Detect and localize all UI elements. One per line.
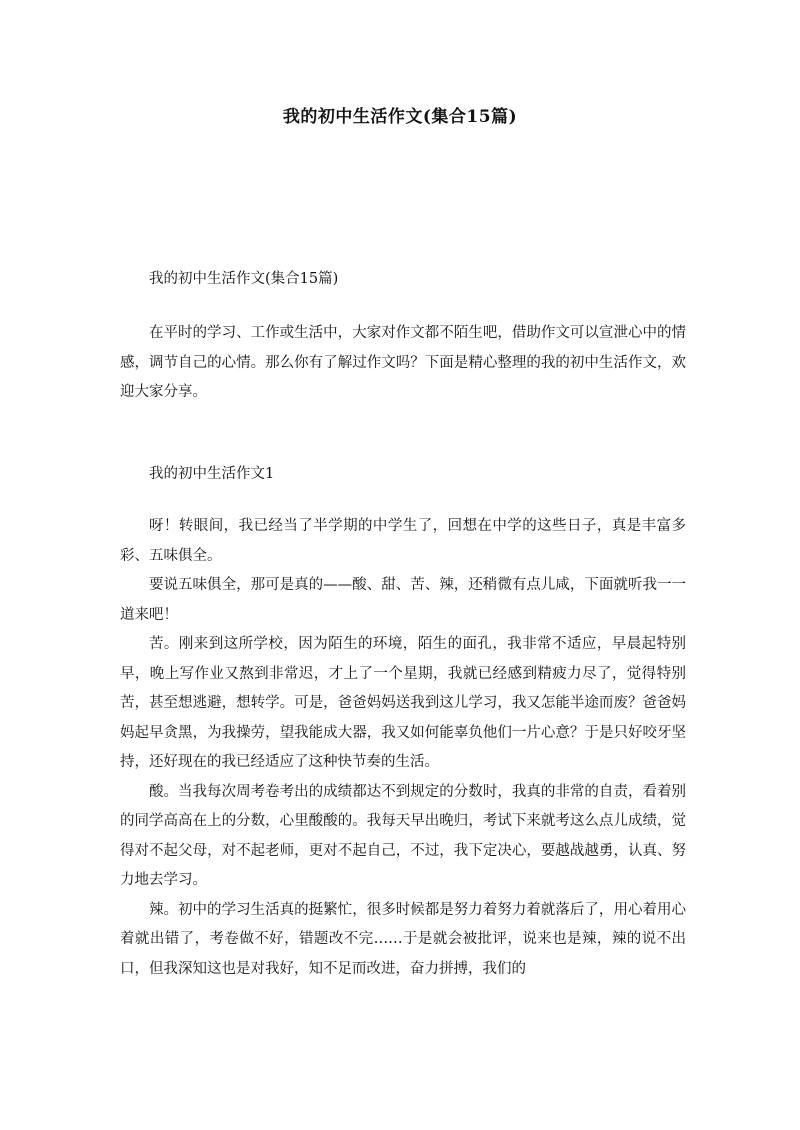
section-heading-text: 我的初中生活作文1 (149, 466, 275, 482)
document-title: 我的初中生活作文(集合15篇) (282, 107, 518, 127)
document-subtitle (120, 265, 686, 295)
essay-body (120, 512, 686, 984)
essay-paragraph: 酸。当我每次周考卷考出的成绩都达不到规定的分数时，我真的非常的自责，看着别的同学高高在上的分数，心里酸酸的。我每天早出晚归，考试下来就考这么点儿成绩，觉得对不起父母，对不起老师，更对不起自己，不过，我下定决心，要越战越勇，认真、努力地去学习。 (120, 783, 686, 888)
essay-paragraph: 苦。刚来到这所学校，因为陌生的环境，陌生的面孔，我非常不适应，早晨起特别早，晚上写作业又熬到非常迟，才上了一个星期，我就已经感到精疲力尽了，觉得特别苦，甚至想逃避，想转学。可是，爸爸妈妈送我到这儿学习，我又怎能半途而废？爸爸妈妈起早贪黑，为我操劳，望我能成大器，我又如何能辜负他们一片心意？于是只好咬牙坚持，还好现在的我已经适应了这种快节奏的生活。 (120, 636, 686, 770)
intro-paragraph: 在平时的学习、工作或生活中，大家对作文都不陌生吧，借助作文可以宣泄心中的情感，调节自己的心情。那么你有了解过作文吗？下面是精心整理的我的初中生活作文，欢迎大家分享。 (120, 325, 686, 400)
subtitle-text: 我的初中生活作文(集合15篇) (149, 271, 339, 287)
essay-paragraph: 要说五味俱全，那可是真的——酸、甜、苦、辣，还稍微有点儿咸，下面就听我一一道来吧！ (120, 577, 686, 623)
essay-paragraph: 呀！转眼间，我已经当了半学期的中学生了，回想在中学的这些日子，真是丰富多彩、五味俱全。 (120, 518, 686, 564)
essay-paragraph: 辣。初中的学习生活真的挺繁忙，很多时候都是努力着努力着就落后了，用心着用心着就出错了，考卷做不好，错题改不完……于是就会被批评，说来也是辣，辣的说不出口，但我深知这也是对我好，知不足而改进，奋力拼搏，我们的 (120, 901, 686, 977)
section-heading (120, 460, 686, 490)
intro-section (120, 319, 686, 408)
